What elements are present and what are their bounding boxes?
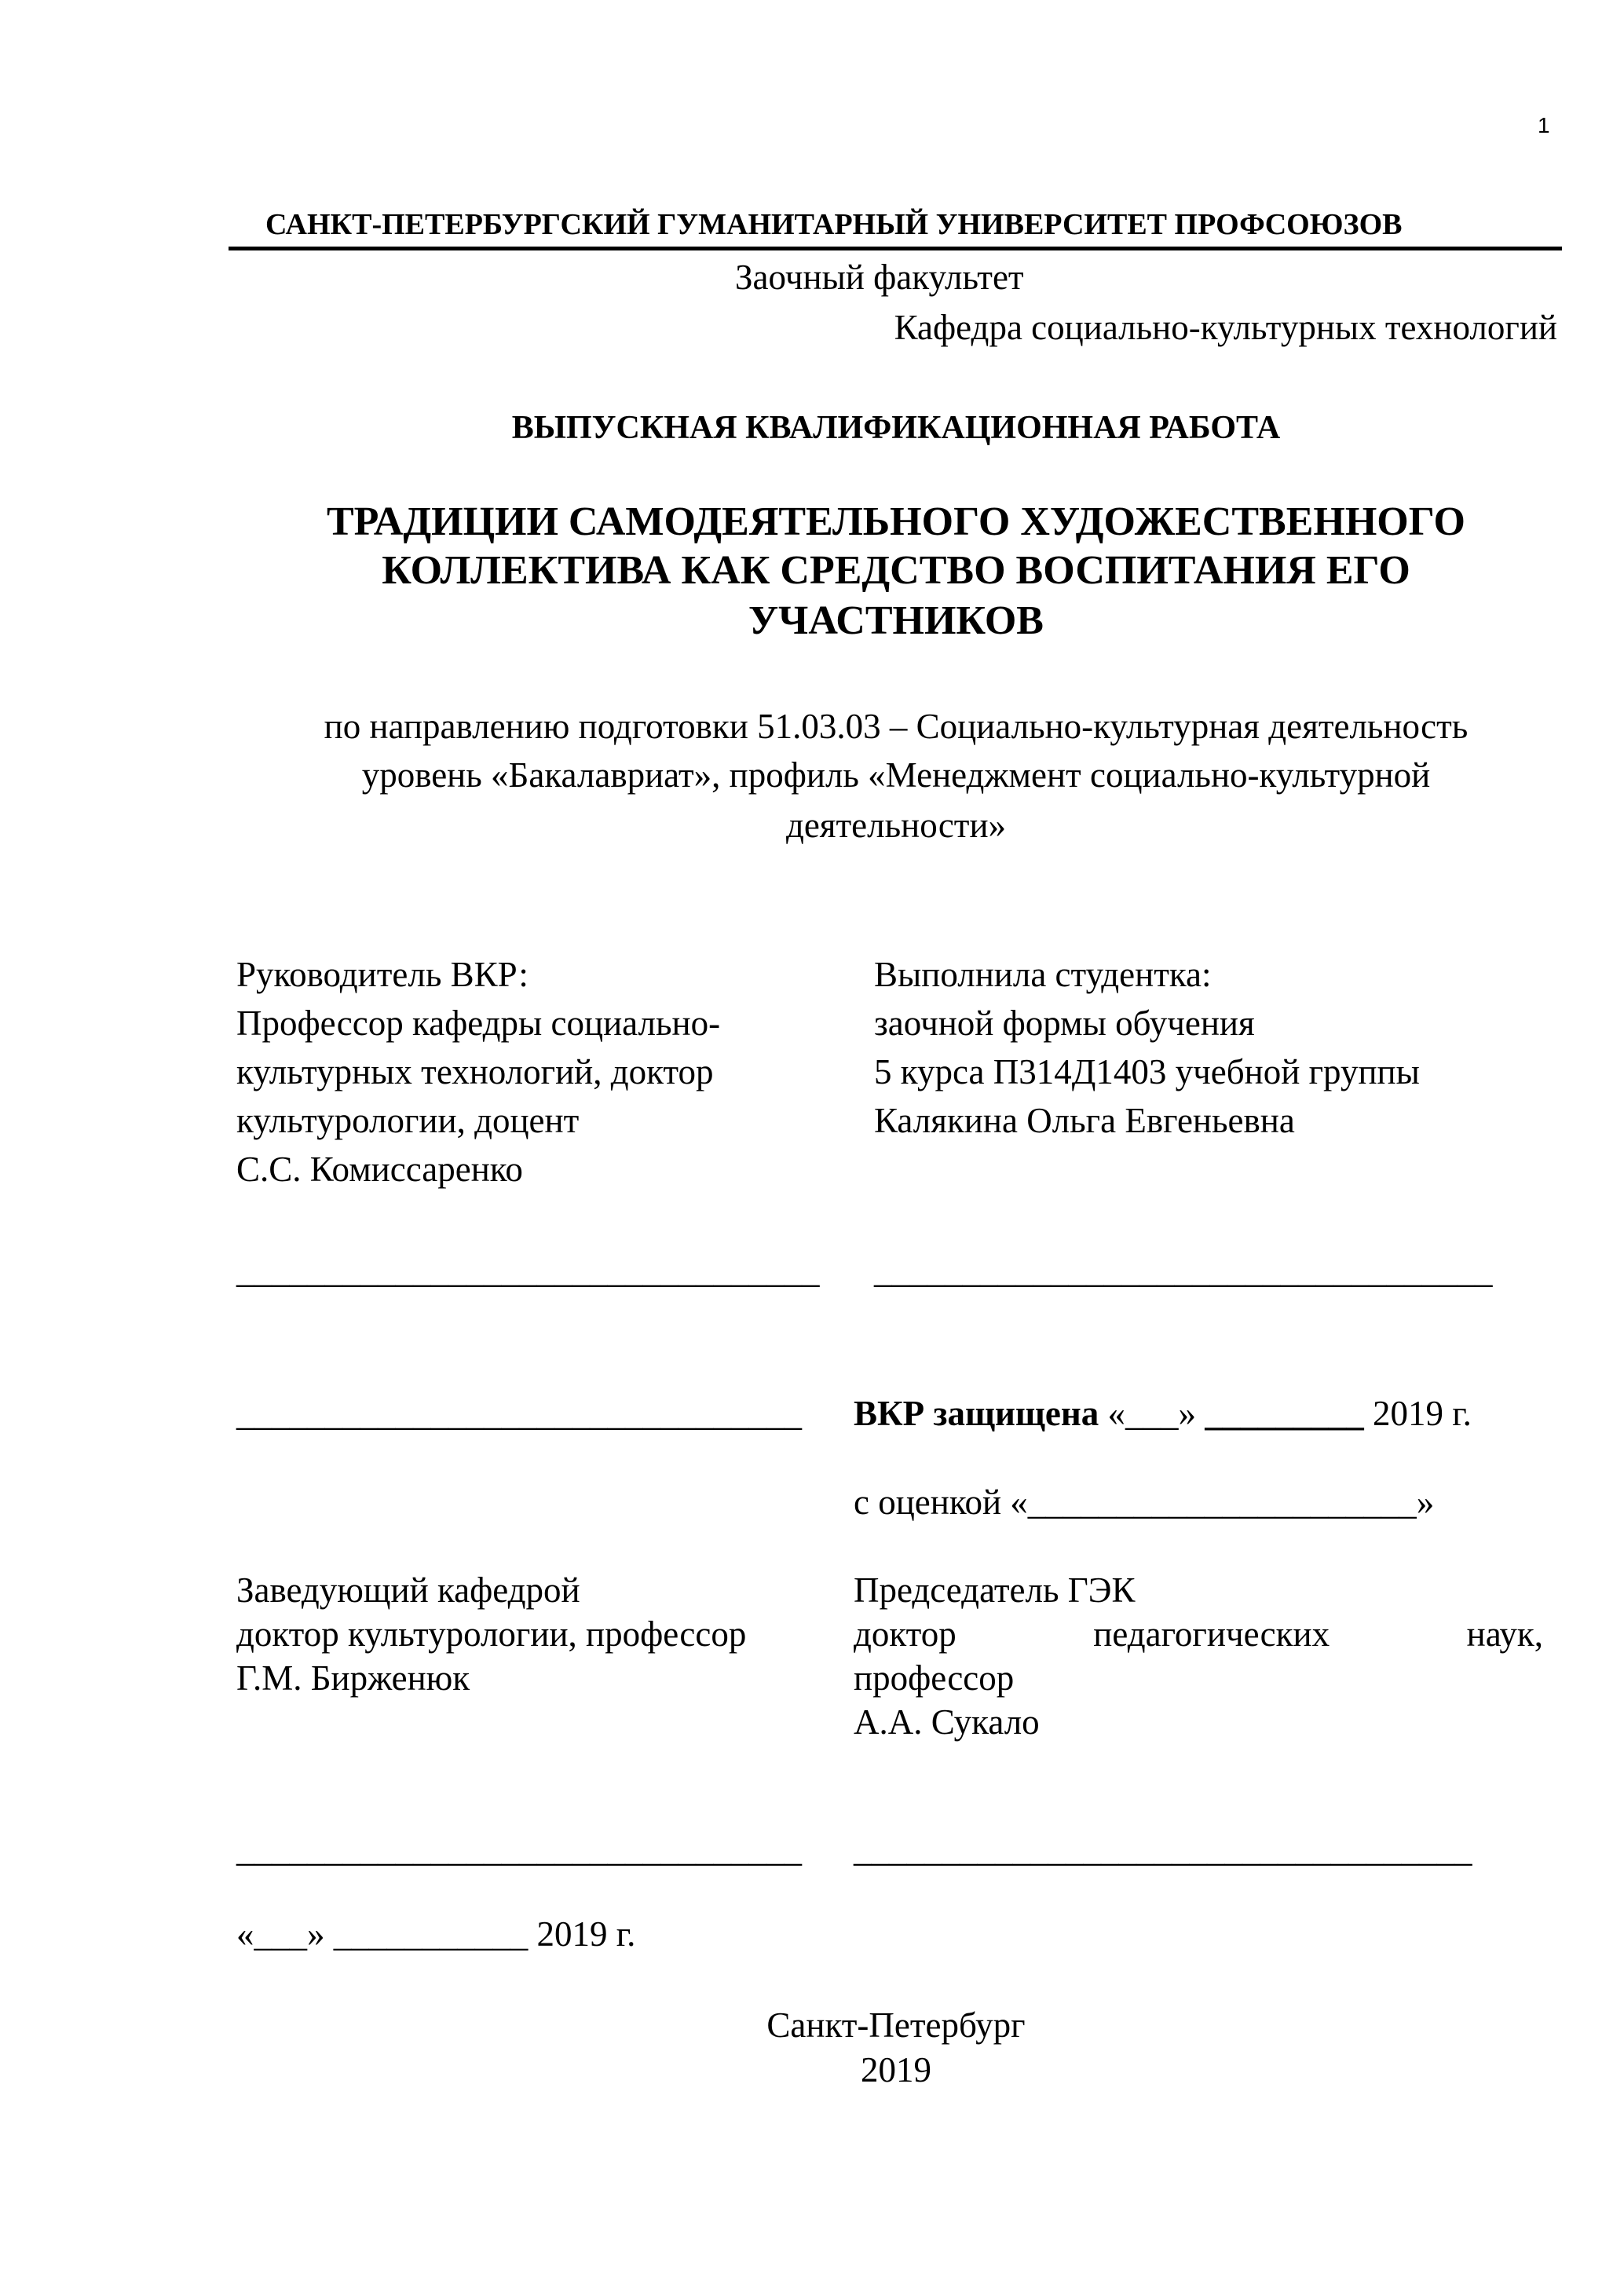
year: 2019 bbox=[861, 2050, 931, 2089]
chairman-degree-word: доктор bbox=[854, 1614, 956, 1654]
head-line: доктор культурологии, профессор bbox=[236, 1614, 747, 1654]
title-line: УЧАСТНИКОВ bbox=[748, 598, 1044, 643]
chairman-name: А.А. Сукало bbox=[854, 1702, 1040, 1742]
date-line: «___» ___________ 2019 г. bbox=[236, 1914, 636, 1954]
student-signature-line: ___________________________________ bbox=[874, 1251, 1493, 1290]
defense-day: «___» bbox=[1099, 1394, 1205, 1433]
head-line: Заведующий кафедрой bbox=[236, 1570, 580, 1610]
supervisor-line: С.С. Комиссаренко bbox=[236, 1150, 523, 1189]
header-rule bbox=[229, 247, 1562, 250]
supervisor-block bbox=[236, 950, 720, 1194]
student-line: 5 курса П314Д1403 учебной группы bbox=[874, 1052, 1420, 1091]
direction-line: уровень «Бакалавриат», профиль «Менеджмент социально-культурной bbox=[361, 755, 1431, 795]
student-block bbox=[874, 950, 1420, 1145]
defense-statement bbox=[854, 1391, 1472, 1435]
chairman-degree-word: педагогических bbox=[1093, 1614, 1330, 1654]
supervisor-line: Руководитель ВКР: bbox=[236, 955, 529, 994]
direction-line: по направлению подготовки 51.03.03 – Социально-культурная деятельность bbox=[324, 707, 1469, 746]
work-type: ВЫПУСКНАЯ КВАЛИФИКАЦИОННАЯ РАБОТА bbox=[511, 410, 1281, 446]
head-line: Г.М. Бирженюк bbox=[236, 1658, 470, 1698]
faculty: Заочный факультет bbox=[735, 258, 1024, 297]
chairman-block bbox=[854, 1568, 1543, 1744]
chairman-rank: профессор bbox=[854, 1658, 1015, 1698]
head-of-department-block bbox=[236, 1568, 746, 1700]
student-line: заочной формы обучения bbox=[874, 1004, 1255, 1043]
university-name: САНКТ-ПЕТЕРБУРГСКИЙ ГУМАНИТАРНЫЙ УНИВЕРСИТЕТ ПРОФСОЮЗОВ bbox=[265, 208, 1403, 241]
defense-label: ВКР защищена bbox=[854, 1394, 1099, 1433]
chairman-title: Председатель ГЭК bbox=[854, 1570, 1136, 1610]
supervisor-line: культурологии, доцент bbox=[236, 1101, 580, 1140]
student-line: Выполнила студентка: bbox=[874, 955, 1212, 994]
chairman-signature-line: ___________________________________ bbox=[854, 1830, 1472, 1869]
defense-month-blank: _________ bbox=[1205, 1394, 1364, 1433]
defense-left-line: ________________________________ bbox=[236, 1394, 802, 1433]
title-line: ТРАДИЦИИ САМОДЕЯТЕЛЬНОГО ХУДОЖЕСТВЕННОГО bbox=[327, 499, 1465, 544]
supervisor-signature-line: _________________________________ bbox=[236, 1251, 820, 1290]
page-number: 1 bbox=[1538, 113, 1550, 137]
supervisor-line: Профессор кафедры социально- bbox=[236, 1004, 721, 1043]
defense-grade: с оценкой «______________________» bbox=[854, 1483, 1435, 1522]
chairman-degree-word: наук, bbox=[1466, 1614, 1543, 1654]
head-signature-line: ________________________________ bbox=[236, 1830, 802, 1869]
direction-line: деятельности» bbox=[785, 806, 1007, 845]
student-line: Калякина Ольга Евгеньевна bbox=[874, 1101, 1295, 1140]
chairman-degree bbox=[854, 1612, 1543, 1656]
city: Санкт-Петербург bbox=[766, 2005, 1026, 2045]
defense-year: 2019 г. bbox=[1363, 1394, 1472, 1433]
supervisor-line: культурных технологий, доктор bbox=[236, 1052, 714, 1091]
title-line: КОЛЛЕКТИВА КАК СРЕДСТВО ВОСПИТАНИЯ ЕГО bbox=[382, 548, 1410, 593]
department: Кафедра социально-культурных технологий bbox=[894, 308, 1557, 347]
